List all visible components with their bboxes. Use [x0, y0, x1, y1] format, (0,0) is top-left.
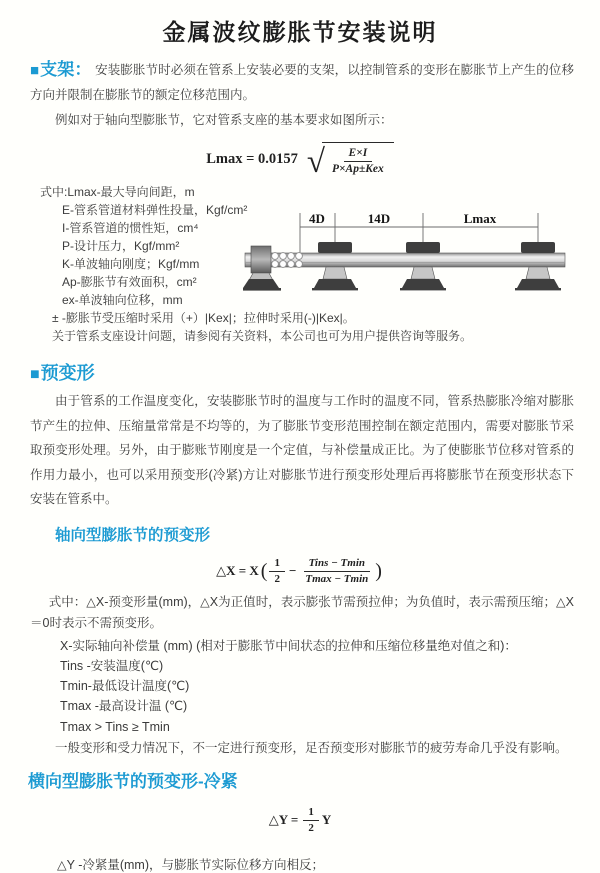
formula3-rhs: Y — [321, 812, 332, 828]
axial-definition-item: X-实际轴向补偿量 (mm) (相对于膨胀节中间状态的拉伸和压缩位移量绝对值之和)： — [60, 638, 517, 653]
support-intro-text: 安装膨胀节时必须在管系上安装必要的支架，以控制管系的变形在膨胀节上产生的位移方向并限制在膨胀节的额定位移范围内。 — [30, 63, 575, 102]
minus-sign: − — [288, 563, 297, 578]
support-section-heading — [30, 60, 92, 79]
section-marker-icon: ■ — [30, 366, 40, 383]
left-paren: ( — [260, 559, 268, 582]
definition-lead: 式中:Lmax-最大导向间距，m — [40, 185, 195, 199]
dimension-label-14d: 14D — [367, 211, 391, 226]
lateral-formula-note: △Y -冷紧量(mm)，与膨胀节实际位移方向相反； — [57, 857, 325, 872]
definition-service-note: 关于管系支座设计问题，请参阅有关资料，本公司也可为用户提供咨询等服务。 — [52, 329, 473, 343]
dimension-label-4d: 4D — [309, 211, 325, 226]
axial-definition-item: Tmin-最低设计温度(℃) — [60, 679, 190, 694]
formula2-denominator: Tmax − Tmin — [305, 572, 369, 585]
formula2-half-den: 2 — [274, 572, 280, 585]
formula2-half-num: 1 — [269, 557, 285, 572]
definition-item: E-管系管道材料弹性投量，Kgf/cm² — [62, 203, 248, 217]
section-marker-icon: ■ — [30, 62, 40, 79]
axial-definition-item: Tins -安装温度(℃) — [60, 658, 164, 673]
formula1-lhs: Lmax = 0.0157 — [206, 150, 298, 167]
axial-formula-note: 式中：△X-预变形量(mm)，△X为正值时，表示膨张节需预拉伸；为负值时，表示需预压缩；△X＝0时表示不需预变形。 — [30, 594, 574, 630]
pipe-support-diagram — [243, 209, 600, 309]
formula1-numerator: E×I — [344, 147, 373, 162]
formula3-num: 1 — [303, 806, 319, 821]
preform-heading-label: 预变形 — [40, 363, 95, 383]
dimension-label-lmax: Lmax — [463, 211, 497, 226]
support-example-text: 例如对于轴向型膨胀节，它对管系支座的基本要求如图所示： — [55, 113, 393, 127]
formula2-lhs: △X = X — [216, 563, 259, 578]
sqrt-radical — [306, 142, 394, 180]
lateral-preform-formula — [0, 806, 600, 835]
definition-item: K-单波轴向刚度；Kgf/mm — [62, 257, 200, 271]
preform-paragraph: 由于管系的工作温度变化，安装膨胀节时的温度与工作时的温度不同，管系热膨胀冷缩对膨胀节产生的拉伸、压缩量常常是不均等的，为了膨胀节变形范围控制在额定范围内，需要对膨胀节采取预变形处理。另外，由于膨账节刚度是一个定值，与补偿量成正比。为了使膨胀节位移对管系的作用力最小，也可以采用预变形(冷紧)方让对膨胀节进行预变形处理后再将膨胀节在预变形状态下安装在管系中。 — [30, 394, 574, 506]
document-page — [0, 14, 600, 872]
definition-item: P-设计压力，Kgf/mm² — [62, 239, 180, 253]
guide-spacing-formula — [0, 142, 600, 180]
lateral-subsection-heading: 横向型膨胀节的预变形-冷紧 — [28, 771, 238, 791]
formula2-numerator: Tins − Tmin — [304, 557, 370, 572]
right-paren: ) — [375, 559, 382, 582]
axial-definition-item: Tmax -最高设计温 (℃) — [60, 699, 188, 714]
formula1-denominator: P×Ap±Kex — [331, 163, 384, 175]
definitions-area — [40, 183, 600, 349]
formula3-lhs: △Y = — [268, 812, 299, 828]
definition-item: I-管系管道的惯性矩，cm⁴ — [62, 221, 199, 235]
definition-item: ex-单波轴向位移，mm — [62, 293, 183, 307]
formula3-den: 2 — [308, 821, 314, 834]
support-heading-label: 支架： — [40, 60, 92, 79]
axial-subsection-heading: 轴向型膨胀节的预变形 — [55, 526, 211, 544]
definition-item: Ap-膨胀节有效面积，cm² — [62, 275, 197, 289]
axial-definition-item: Tmax > Tins ≥ Tmin — [60, 719, 170, 734]
page-title: 金属波纹膨胀节安装说明 — [162, 19, 438, 45]
preform-section-heading — [30, 359, 600, 385]
definition-sign-note: ± -膨胀节受压缩时采用（+）|Kex|；拉伸时采用(-)|Kex|。 — [52, 311, 355, 325]
axial-preform-formula — [0, 557, 600, 586]
radical-icon: √ — [306, 144, 325, 180]
axial-tail-note: 一般变形和受力情况下，不一定进行预变形，足否预变形对膨胀节的疲劳寿命几乎没有影响。 — [55, 740, 568, 755]
support-section-paragraph — [30, 57, 574, 108]
axial-definitions — [60, 636, 600, 737]
